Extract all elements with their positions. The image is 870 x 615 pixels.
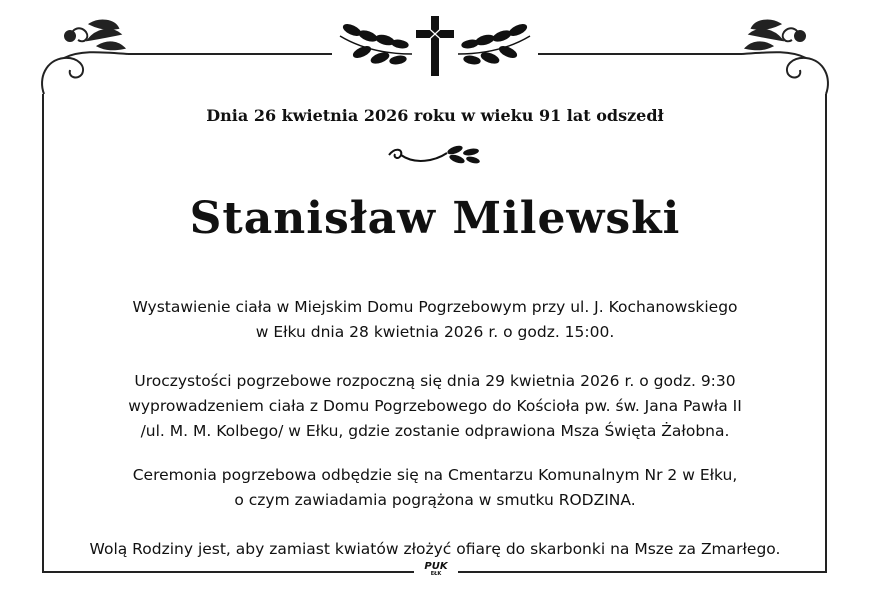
text-line: Wystawienie ciała w Miejskim Domu Pogrzebowym przy ul. J. Kochanowskiego [132, 298, 738, 316]
leaf-sprig-icon [385, 143, 485, 169]
text-line: w Ełku dnia 28 kwietnia 2026 r. o godz. 15:00. [255, 323, 615, 341]
intro-line: Dnia 26 kwietnia 2026 roku w wieku 91 lat odszedł [206, 106, 664, 125]
burial-paragraph [0, 463, 870, 513]
logo-main: PUK [424, 561, 448, 572]
laurel-branch-right [458, 23, 530, 65]
frame-border-bottom-right [458, 571, 827, 573]
text-line: o czym zawiadamia pogrążona w smutku RODZINA. [234, 491, 636, 509]
logo-sub: EŁK [430, 571, 442, 577]
family-wish-paragraph [0, 537, 870, 562]
cross-icon [416, 16, 454, 76]
text-line: /ul. M. M. Kolbego/ w Ełku, gdzie zostanie odprawiona Msza Święta Żałobna. [140, 422, 730, 440]
text-line: wyprowadzeniem ciała z Domu Pogrzebowego do Kościoła pw. św. Jana Pawła II [128, 397, 742, 415]
floral-flourish-icon [42, 21, 128, 94]
deceased-name: Stanisław Milewski [189, 193, 681, 244]
puk-logo [414, 562, 458, 577]
text-line: Ceremonia pogrzebowa odbędzie się na Cmentarzu Komunalnym Nr 2 w Ełku, [132, 466, 738, 484]
laurel-branch-left [340, 23, 412, 65]
ceremony-paragraph [0, 369, 870, 444]
viewing-paragraph [0, 295, 870, 345]
top-ornament [0, 0, 870, 100]
frame-border-bottom-left [42, 571, 414, 573]
text-line: Uroczystości pogrzebowe rozpoczną się dnia 29 kwietnia 2026 r. o godz. 9:30 [134, 372, 736, 390]
floral-flourish-icon [742, 21, 828, 94]
text-line: Wolą Rodziny jest, aby zamiast kwiatów złożyć ofiarę do skarbonki na Msze za Zmarłego. [89, 540, 781, 558]
